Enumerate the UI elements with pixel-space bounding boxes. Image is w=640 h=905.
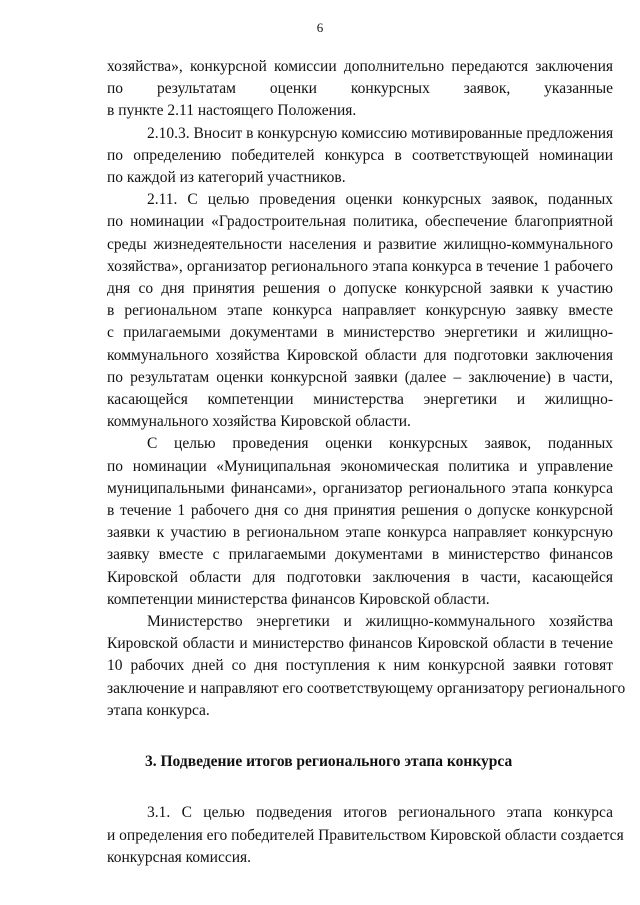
text-line: Кировской области и министерство финансов Кировской области в течение (107, 635, 613, 653)
text-line: дня со дня принятия решения о допуске конкурсной заявки к участию (107, 280, 613, 298)
text-line: по номинации «Муниципальная экономическая политика и управление (107, 457, 613, 475)
text-line: компетенции министерства финансов Кировской области. (107, 590, 490, 608)
text-line: с прилагаемыми документами в министерство энергетики и жилищно- (107, 324, 613, 342)
text-line: хозяйства», конкурсной комиссии дополнительно передаются заключения (107, 58, 613, 75)
text-line: в течение 1 рабочего дня со дня принятия решения о допуске конкурсной (107, 502, 613, 520)
text-line: 10 рабочих дней со дня поступления к ним конкурсной заявки готовят (107, 657, 613, 675)
page-number: 6 (316, 20, 324, 35)
text-line: и определения его победителей Правительством Кировской области создается (107, 826, 624, 844)
text-line: заявку вместе с прилагаемыми документами в министерство финансов (107, 546, 613, 564)
text-line: заявки к участию в региональном этапе конкурса направляет конкурсную (107, 524, 613, 542)
text-line: по результатам оценки конкурсных заявок, указанные (107, 80, 613, 98)
text-line: С целью проведения оценки конкурсных заявок, поданных (147, 435, 613, 453)
text-line: Министерство энергетики и жилищно-коммунального хозяйства (147, 613, 613, 631)
text-line: среды жизнедеятельности населения и развитие жилищно-коммунального (107, 235, 613, 253)
document-body (107, 56, 626, 869)
text-line: коммунального хозяйства Кировской области для подготовки заключения (107, 346, 613, 364)
text-line: 2.10.3. Вносит в конкурсную комиссию мотивированные предложения (147, 124, 614, 142)
paragraph-continuation (107, 56, 613, 123)
text-line: касающейся компетенции министерства энергетики и жилищно- (107, 391, 613, 409)
text-line: в пункте 2.11 настоящего Положения. (107, 102, 357, 120)
text-line: хозяйства», организатор регионального этапа конкурса в течение 1 рабочего (107, 257, 613, 275)
text-line: заключение и направляют его соответствующему организатору регионального (107, 679, 626, 697)
paragraph-finance-nomination (107, 433, 613, 611)
text-line: конкурсная комиссия. (107, 848, 252, 866)
paragraph-3-1 (107, 802, 624, 869)
text-line: коммунального хозяйства Кировской области. (107, 413, 411, 431)
paragraph-2-11 (107, 189, 613, 433)
text-line: по определению победителей конкурса в соответствующей номинации (107, 146, 613, 164)
text-line: в региональном этапе конкурса направляет конкурсную заявку вместе (107, 302, 613, 320)
paragraph-2-10-3 (107, 123, 613, 190)
text-line: 3.1. С целью подведения итогов регионального этапа конкурса (147, 804, 613, 822)
text-line: по результатам оценки конкурсной заявки (далее – заключение) в части, (107, 368, 613, 386)
text-line: Кировской области для подготовки заключения в части, касающейся (107, 568, 613, 586)
text-line: по номинации «Градостроительная политика, обеспечение благоприятной (107, 213, 613, 231)
paragraph-ministries-conclusion (107, 611, 626, 722)
text-line: этапа конкурса. (107, 701, 210, 719)
text-line: муниципальными финансами», организатор регионального этапа конкурса (107, 479, 613, 497)
text-line: по каждой из категорий участников. (107, 169, 346, 187)
text-line: 2.11. С целью проведения оценки конкурсных заявок, поданных (147, 191, 613, 209)
section-heading: 3. Подведение итогов регионального этапа конкурса (145, 753, 513, 771)
